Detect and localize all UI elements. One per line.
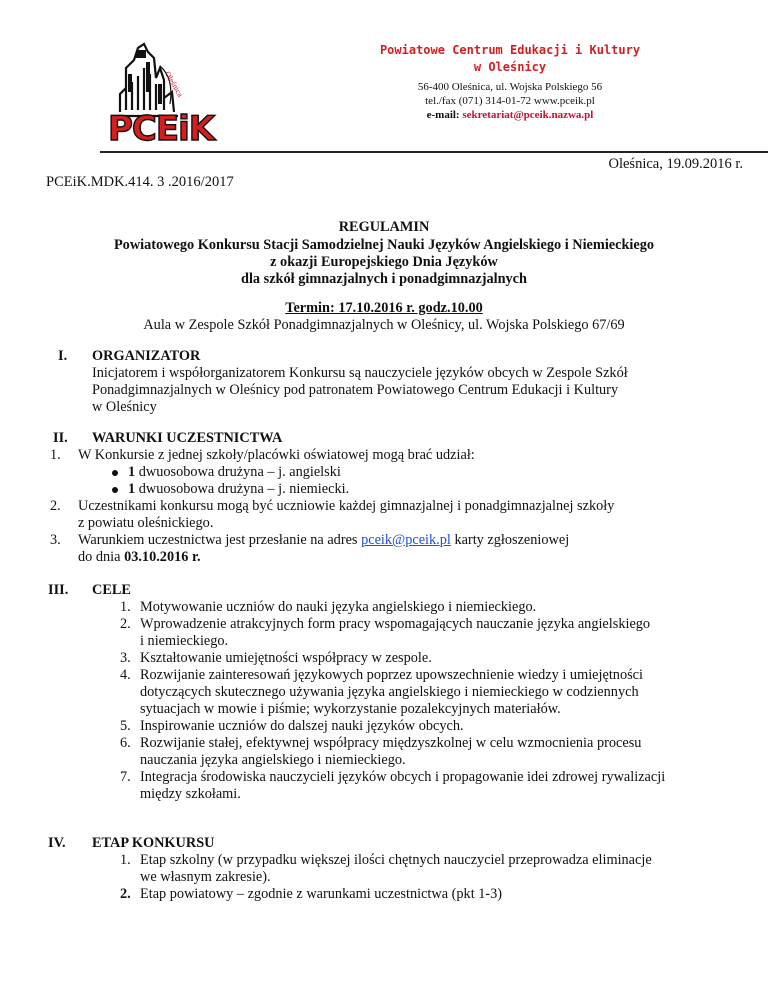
document-date: Oleśnica, 19.09.2016 r. xyxy=(608,156,743,172)
org-address: 56-400 Oleśnica, ul. Wojska Polskiego 56 xyxy=(417,81,603,93)
list-number: 1. xyxy=(120,599,131,615)
header-divider xyxy=(100,151,768,153)
section-2-heading: WARUNKI UCZESTNICTWA xyxy=(92,430,283,446)
term: Termin: 17.10.2016 r. godz.10.00 xyxy=(285,300,483,316)
list-item: Etap powiatowy – zgodnie z warunkami uczestnictwa (pkt 1-3) xyxy=(140,886,503,902)
list-number: 1. xyxy=(50,447,61,463)
title-line3: z okazji Europejskiego Dnia Języków xyxy=(270,254,498,270)
list-item-cont: dotyczących skutecznego używania języka angielskiego i niemieckiego w codziennych xyxy=(140,684,639,700)
list-item: Wprowadzenie atrakcyjnych form pracy wspomagających nauczanie języka angielskiego xyxy=(140,616,651,632)
list-item-cont: i niemieckiego. xyxy=(140,633,229,649)
list-item-cont: sytuacjach w mowie i piśmie; wykorzystanie pozalekcyjnych materiałów. xyxy=(140,701,561,717)
section-1-number: I. xyxy=(58,348,68,364)
section-4-number: IV. xyxy=(48,835,66,851)
org-name-line1: Powiatowe Centrum Edukacji i Kultury xyxy=(379,43,641,57)
title-line4: dla szkół gimnazjalnych i ponadgimnazjalnych xyxy=(241,271,527,287)
list-number: 2. xyxy=(120,886,131,902)
list-number: 7. xyxy=(120,769,131,785)
list-number: 6. xyxy=(120,735,131,751)
list-item-cont: między szkołami. xyxy=(140,786,241,802)
list-number: 2. xyxy=(50,498,61,514)
list-number: 4. xyxy=(120,667,131,683)
list-item-bullet: 1 dwuosobowa drużyna – j. niemiecki. xyxy=(112,481,349,499)
list-number: 3. xyxy=(120,650,131,666)
list-number: 2. xyxy=(120,616,131,632)
title-line2: Powiatowego Konkursu Stacji Samodzielnej Nauki Języków Angielskiego i Niemieckiego xyxy=(113,237,655,253)
place: Aula w Zespole Szkół Ponadgimnazjalnych w Oleśnicy, ul. Wojska Polskiego 67/69 xyxy=(143,317,625,333)
email-address[interactable]: sekretariat@pceik.nazwa.pl xyxy=(462,109,594,121)
list-item: Motywowanie uczniów do nauki języka angielskiego i niemieckiego. xyxy=(140,599,537,615)
list-item: Kształtowanie umiejętności współpracy w zespole. xyxy=(140,650,432,666)
logo-wordmark: PCEiK xyxy=(108,109,215,146)
list-item-cont: do dnia 03.10.2016 r. xyxy=(78,549,201,565)
section-3-number: III. xyxy=(48,582,69,598)
section-1-heading: ORGANIZATOR xyxy=(92,348,201,364)
list-item: Warunkiem uczestnictwa jest przesłanie na adres pceik@pceik.pl karty zgłoszeniowej xyxy=(78,532,570,548)
section-4-heading: ETAP KONKURSU xyxy=(92,835,215,851)
list-item: Uczestnikami konkursu mogą być uczniowie każdej gimnazjalnej i ponadgimnazjalnej szkoły xyxy=(78,498,615,514)
list-item: Etap szkolny (w przypadku większej ilości chętnych nauczyciel przeprowadza eliminacje xyxy=(140,852,652,868)
bullet-icon xyxy=(112,487,118,493)
bullet-icon xyxy=(112,470,118,476)
section-3-heading: CELE xyxy=(92,582,131,598)
section-2-number: II. xyxy=(53,430,68,446)
document-reference: PCEiK.MDK.414. 3 .2016/2017 xyxy=(46,174,234,190)
list-item-cont: z powiatu oleśnickiego. xyxy=(78,515,214,531)
list-item-bullet: 1 dwuosobowa drużyna – j. angielski xyxy=(112,464,341,482)
list-item: Rozwijanie stałej, efektywnej współpracy międzyszkolnej w celu wzmocnienia procesu xyxy=(140,735,642,751)
org-phone: tel./fax (071) 314-01-72 www.pceik.pl xyxy=(425,95,595,107)
pceik-logo xyxy=(98,38,236,146)
section-1-line: Ponadgimnazjalnych w Oleśnicy pod patronatem Powiatowego Centrum Edukacji i Kultury xyxy=(92,382,619,398)
list-item: Inspirowanie uczniów do dalszej nauki języków obcych. xyxy=(140,718,464,734)
org-email xyxy=(340,108,680,122)
list-item-cont: nauczania języka angielskiego i niemieckiego. xyxy=(140,752,406,768)
section-1-line: Inicjatorem i współorganizatorem Konkursu są nauczyciele języków obcych w Zespole Szkół xyxy=(92,365,628,381)
org-name-line2: w Oleśnicy xyxy=(473,60,547,74)
list-number: 1. xyxy=(120,852,131,868)
list-item: Rozwijanie zainteresowań językowych poprzez upowszechnienie wiedzy i umiejętności xyxy=(140,667,643,683)
list-item-cont: we własnym zakresie). xyxy=(140,869,271,885)
section-1-line: w Oleśnicy xyxy=(92,399,157,415)
list-item: W Konkursie z jednej szkoły/placówki oświatowej mogą brać udział: xyxy=(78,447,475,463)
email-label: e-mail: xyxy=(426,109,460,121)
logo-arc-text: Oleśnica xyxy=(163,69,185,99)
title-regulamin: REGULAMIN xyxy=(338,219,430,235)
list-number: 5. xyxy=(120,718,131,734)
list-item: Integracja środowiska nauczycieli języków obcych i propagowanie idei zdrowej rywalizacji xyxy=(140,769,666,785)
email-link[interactable]: pceik@pceik.pl xyxy=(361,532,451,548)
list-number: 3. xyxy=(50,532,61,548)
